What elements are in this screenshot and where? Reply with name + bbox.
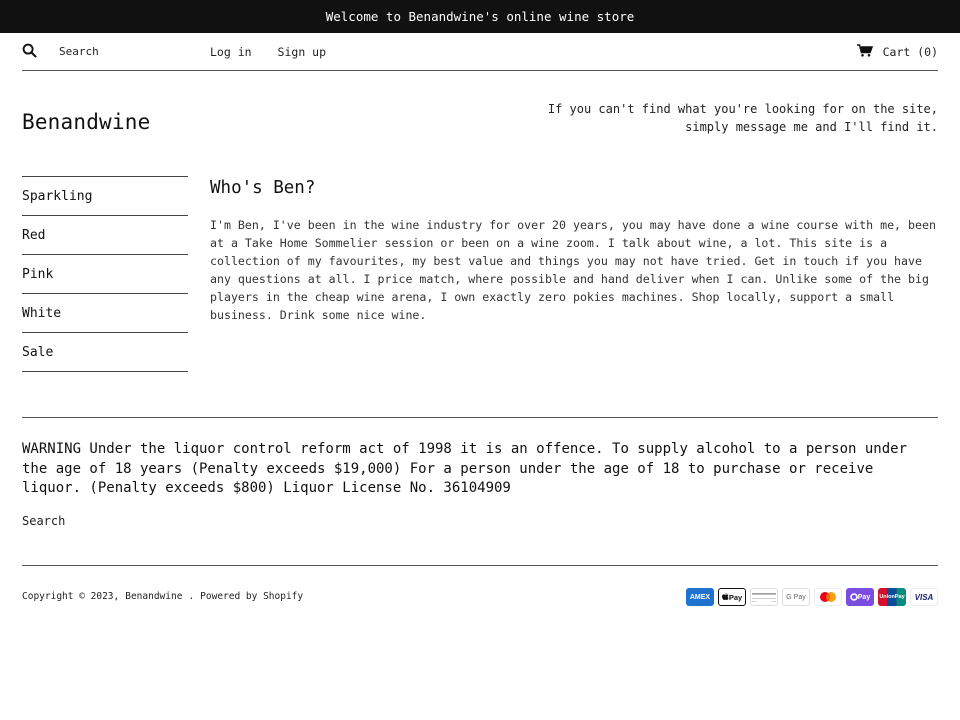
sidebar-item-white[interactable]: White: [22, 294, 188, 333]
search-input[interactable]: [59, 45, 199, 58]
card-icon: [750, 588, 778, 606]
unionpay-text: UnionPay: [879, 594, 905, 600]
apple-pay-text: Pay: [728, 592, 743, 602]
visa-text: VISA: [914, 592, 934, 602]
divider: [22, 565, 938, 566]
amex-icon: [686, 588, 714, 606]
sidebar-item-pink[interactable]: Pink: [22, 255, 188, 294]
cart-icon: [857, 44, 873, 60]
signup-link[interactable]: Sign up: [277, 44, 327, 59]
apple-pay-icon: [718, 588, 746, 606]
divider: [22, 417, 938, 418]
announcement-text: Welcome to Benandwine's online wine store: [325, 9, 635, 24]
copyright-brand-link[interactable]: Benandwine: [125, 591, 183, 602]
tagline: If you can't find what you're looking for on the site, simply message me and I'll find it.: [547, 102, 938, 134]
google-pay-text: G Pay: [786, 593, 806, 601]
copyright-prefix: Copyright © 2023,: [22, 591, 120, 602]
copyright: [22, 591, 303, 602]
copyright-separator: .: [188, 591, 195, 602]
google-pay-icon: [782, 588, 810, 606]
generic-card-icon: [751, 589, 777, 605]
apple-logo-icon: [722, 593, 729, 601]
mastercard-icon: [814, 588, 842, 606]
liquor-warning: WARNING Under the liquor control reform act of 1998 it is an offence. To supply alcohol to a person under the age of 18 years (Penalty exceeds $19,000) For a person under the age of 18 to purchase or receive liquor. (Penalty exceeds $800) Liquor License No. 36104909: [22, 441, 908, 496]
search-icon[interactable]: [22, 43, 37, 61]
shop-pay-text: Pay: [857, 593, 871, 601]
search-form: [22, 43, 210, 61]
sidebar-item-sparkling[interactable]: Sparkling: [22, 177, 188, 216]
visa-icon: [910, 588, 938, 606]
shop-pay-logo-icon: [850, 593, 858, 601]
cart-label: Cart (0): [882, 44, 938, 59]
footer-search-link[interactable]: Search: [22, 514, 66, 528]
mastercard-circles-icon: [818, 591, 838, 603]
unionpay-icon: [878, 588, 906, 606]
payment-icons: [686, 588, 938, 606]
main-content: [210, 176, 938, 324]
sidebar-item-red[interactable]: Red: [22, 216, 188, 255]
powered-by-link[interactable]: Powered by Shopify: [200, 591, 304, 602]
shop-pay-icon: [846, 588, 874, 606]
sidebar-item-sale[interactable]: Sale: [22, 333, 188, 372]
account-links: [210, 45, 326, 59]
announcement-bar: [0, 0, 960, 33]
page-title: Who's Ben?: [210, 178, 316, 198]
page-body: I'm Ben, I've been in the wine industry for over 20 years, you may have done a wine course with me, been at a Take Home Sommelier session or been on a wine zoom. I talk about wine, a lot. This site is a collection of my favourites, my best value and things you may not have tried. Get in touch if you have any questions at all. I price match, where possible and hand deliver when I can. Unlike some of the big players in the cheap wine arena, I own exactly zero pokies machines. Shop locally, support a small business. Drink some nice wine.: [210, 218, 936, 322]
top-bar: [22, 33, 938, 71]
amex-text: AMEX: [689, 593, 711, 601]
login-link[interactable]: Log in: [210, 44, 252, 59]
cart-link[interactable]: [857, 44, 938, 60]
sidebar-nav: [22, 176, 188, 372]
site-logo[interactable]: Benandwine: [22, 110, 151, 134]
